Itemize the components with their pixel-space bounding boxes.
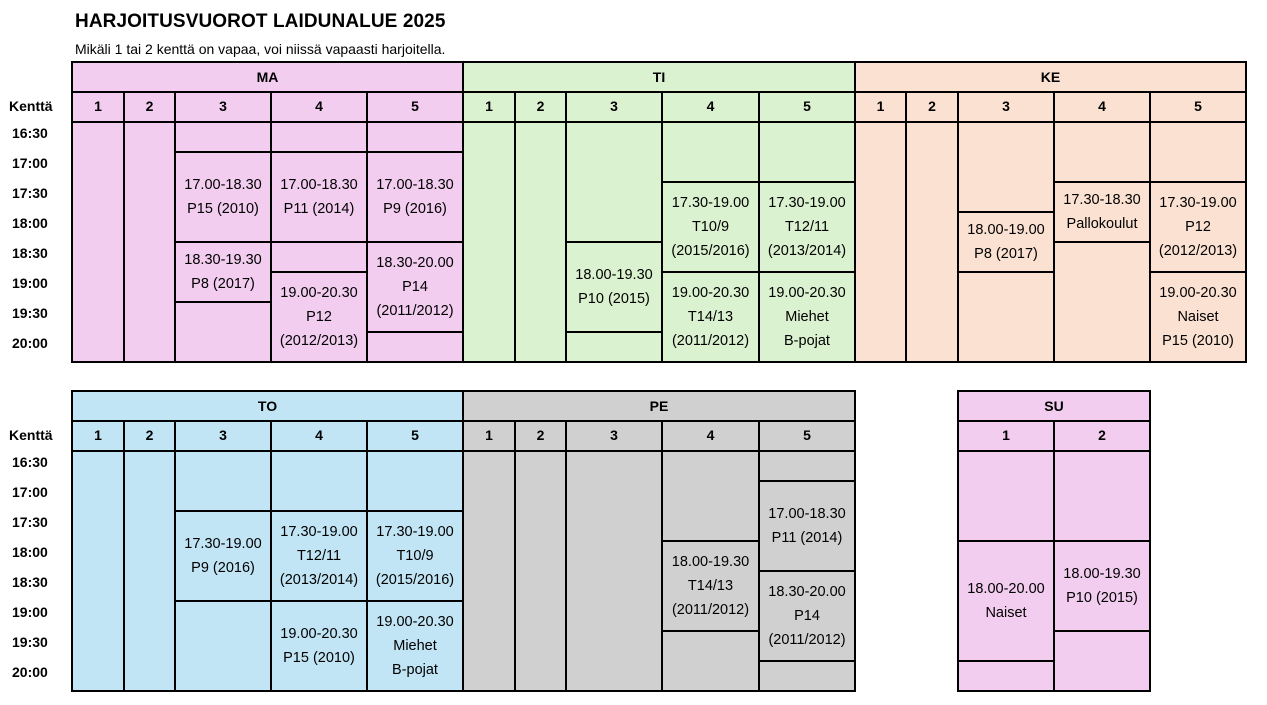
slot-text-line: P14	[402, 279, 428, 295]
time-label: 17:30	[12, 514, 48, 530]
field-header: 1	[71, 91, 125, 123]
time-label: 18:30	[12, 574, 48, 590]
slot-text-line: 19.00-20.30	[280, 626, 358, 642]
training-slot[interactable]	[272, 151, 366, 243]
field-header: 4	[661, 91, 760, 123]
slot-text-line: T14/13	[687, 578, 734, 594]
slot-text-line: Pallokoulut	[1066, 216, 1138, 232]
field-header: 1	[854, 91, 907, 123]
slot-text-line: P10 (2015)	[1066, 590, 1138, 606]
slot-text-line: P14	[794, 608, 820, 624]
field-header: 3	[565, 91, 663, 123]
slot-text-line: T12/11	[784, 219, 830, 235]
slot-text-line: (2011/2012)	[671, 333, 750, 349]
slot-text-line: (2015/2016)	[375, 572, 455, 588]
grid-column-line	[514, 450, 516, 692]
slot-text-line: P12	[306, 309, 332, 325]
slot-text-line: T12/11	[296, 548, 342, 564]
slot-text-line: 19.00-20.30	[280, 285, 358, 301]
grid-column-line	[514, 121, 516, 363]
slot-text-line: P12	[1185, 219, 1211, 235]
slot-text-line: Miehet	[785, 309, 829, 325]
grid-column-line	[462, 121, 464, 363]
slot-text-line: 17.00-18.30	[376, 177, 454, 193]
training-slot[interactable]	[272, 271, 366, 363]
slot-text-line: 19.00-20.30	[1159, 285, 1237, 301]
training-slot[interactable]	[663, 271, 758, 363]
field-header: 3	[957, 91, 1055, 123]
training-slot[interactable]	[760, 271, 854, 363]
grid-column-line	[71, 121, 73, 363]
field-header: 4	[270, 91, 368, 123]
field-header: 3	[174, 91, 272, 123]
time-label: 20:00	[12, 335, 48, 351]
slot-text-line: P11 (2014)	[771, 530, 843, 546]
field-header: 3	[174, 420, 272, 452]
day-header-pe: PE	[462, 390, 856, 422]
slot-text-line: (2012/2013)	[279, 333, 359, 349]
training-slot[interactable]	[272, 600, 366, 692]
training-slot[interactable]	[663, 540, 758, 632]
slot-text-line: P8 (2017)	[191, 276, 255, 292]
grid-bottom-line	[957, 690, 1151, 692]
slot-text-line: 18.00-19.30	[1063, 566, 1141, 582]
time-label: 20:00	[12, 664, 48, 680]
field-header: 1	[957, 420, 1055, 452]
slot-text-line: 18.30-19.30	[184, 252, 262, 268]
training-slot[interactable]	[368, 510, 462, 602]
training-slot[interactable]	[1151, 181, 1245, 273]
field-header: 2	[514, 420, 567, 452]
field-header: 5	[1149, 91, 1247, 123]
slot-text-line: T10/9	[691, 219, 730, 235]
slot-text-line: (2011/2012)	[671, 602, 750, 618]
time-label: 16:30	[12, 454, 48, 470]
training-slot[interactable]	[176, 241, 270, 303]
slot-text-line: 17.30-19.00	[1159, 195, 1237, 211]
day-header-ke: KE	[854, 61, 1247, 93]
page-title: HARJOITUSVUOROT LAIDUNALUE 2025	[75, 11, 446, 32]
slot-text-line: 17.30-19.00	[184, 536, 262, 552]
day-header-su: SU	[957, 390, 1151, 422]
grid-column-line	[854, 450, 856, 692]
training-slot[interactable]	[176, 510, 270, 602]
time-label: 19:00	[12, 275, 48, 291]
grid-bottom-line	[462, 690, 856, 692]
grid-column-line	[123, 450, 125, 692]
slot-text-line: 17.30-19.00	[376, 524, 454, 540]
field-header: 3	[565, 420, 663, 452]
time-label: 19:00	[12, 604, 48, 620]
slot-text-line: Miehet	[393, 638, 437, 654]
slot-text-line: 18.00-19.30	[575, 267, 653, 283]
training-slot[interactable]	[567, 241, 661, 333]
grid-column-line	[905, 121, 907, 363]
field-header: 2	[905, 91, 959, 123]
training-slot[interactable]	[760, 480, 854, 572]
field-header: 2	[123, 420, 176, 452]
slot-text-line: (2011/2012)	[376, 303, 454, 319]
time-label: 17:30	[12, 185, 48, 201]
field-label: Kenttä	[9, 98, 53, 114]
grid-column-line	[123, 121, 125, 363]
slot-text-line: 19.00-20.30	[671, 285, 750, 301]
grid-bottom-line	[71, 361, 464, 363]
slot-text-line: 17.00-18.30	[184, 177, 262, 193]
field-header: 5	[758, 91, 856, 123]
field-header: 2	[1053, 420, 1151, 452]
training-slot[interactable]	[663, 181, 758, 273]
slot-text-line: P10 (2015)	[578, 291, 650, 307]
slot-text-line: 17.30-19.00	[280, 524, 358, 540]
field-header: 5	[758, 420, 856, 452]
training-slot[interactable]	[368, 241, 462, 333]
training-slot[interactable]	[1055, 181, 1149, 243]
slot-text-line: T14/13	[687, 309, 734, 325]
slot-text-line: P8 (2017)	[974, 246, 1038, 262]
slot-text-line: 17.30-19.00	[671, 195, 750, 211]
field-header: 5	[366, 91, 464, 123]
training-slot[interactable]	[959, 540, 1053, 662]
time-label: 19:30	[12, 634, 48, 650]
slot-text-line: (2015/2016)	[671, 243, 750, 259]
field-header: 2	[514, 91, 567, 123]
slot-text-line: 17.00-18.30	[280, 177, 358, 193]
time-label: 18:30	[12, 245, 48, 261]
time-label: 17:00	[12, 155, 48, 171]
grid-column-line	[462, 450, 464, 692]
slot-text-line: P15 (2010)	[283, 650, 355, 666]
slot-text-line: 17.00-18.30	[768, 506, 846, 522]
field-header: 4	[270, 420, 368, 452]
training-slot[interactable]	[959, 211, 1053, 273]
field-header: 1	[462, 420, 516, 452]
training-slot[interactable]	[272, 510, 366, 602]
slot-text-line: P15 (2010)	[1162, 333, 1234, 349]
training-slot[interactable]	[760, 570, 854, 662]
slot-text-line: B-pojat	[392, 662, 438, 678]
slot-text-line: P9 (2016)	[383, 201, 447, 217]
slot-text-line: 18.30-20.00	[768, 584, 846, 600]
training-slot[interactable]	[1055, 540, 1149, 632]
field-header: 1	[71, 420, 125, 452]
day-header-ti: TI	[462, 61, 856, 93]
slot-text-line: 18.00-19.00	[967, 222, 1045, 238]
training-slot[interactable]	[1151, 271, 1245, 363]
slot-text-line: (2012/2013)	[1158, 243, 1238, 259]
slot-text-line: T10/9	[396, 548, 434, 564]
grid-column-line	[1149, 450, 1151, 692]
day-header-to: TO	[71, 390, 464, 422]
time-label: 17:00	[12, 484, 48, 500]
slot-text-line: (2013/2014)	[767, 243, 847, 259]
slot-text-line: 17.30-19.00	[768, 195, 846, 211]
field-header: 2	[123, 91, 176, 123]
time-label: 19:30	[12, 305, 48, 321]
training-slot[interactable]	[760, 181, 854, 273]
day-header-ma: MA	[71, 61, 464, 93]
slot-text-line: 19.00-20.30	[376, 614, 454, 630]
training-slot[interactable]	[176, 151, 270, 243]
grid-column-line	[1245, 121, 1247, 363]
field-header: 4	[1053, 91, 1151, 123]
slot-text-line: P9 (2016)	[191, 560, 255, 576]
time-label: 16:30	[12, 125, 48, 141]
slot-text-line: 18.00-20.00	[967, 581, 1045, 597]
training-slot[interactable]	[368, 151, 462, 243]
slot-text-line: B-pojat	[784, 333, 830, 349]
slot-text-line: (2013/2014)	[279, 572, 359, 588]
slot-text-line: P11 (2014)	[283, 201, 355, 217]
slot-text-line: 19.00-20.30	[768, 285, 846, 301]
time-label: 18:00	[12, 215, 48, 231]
slot-text-line: P15 (2010)	[187, 201, 259, 217]
field-header: 5	[366, 420, 464, 452]
slot-text-line: (2011/2012)	[768, 632, 846, 648]
grid-column-line	[71, 450, 73, 692]
grid-column-line	[854, 121, 856, 363]
grid-column-line	[565, 450, 567, 692]
slot-text-line: 17.30-18.30	[1063, 192, 1141, 208]
slot-text-line: Naiset	[1177, 309, 1219, 325]
slot-text-line: 18.30-20.00	[376, 255, 454, 271]
page-subtitle: Mikäli 1 tai 2 kenttä on vapaa, voi niissä vapaasti harjoitella.	[75, 41, 446, 57]
field-header: 1	[462, 91, 516, 123]
slot-text-line: Naiset	[985, 605, 1027, 621]
training-slot[interactable]	[368, 600, 462, 692]
time-label: 18:00	[12, 544, 48, 560]
field-header: 4	[661, 420, 760, 452]
field-label: Kenttä	[9, 427, 53, 443]
slot-text-line: 18.00-19.30	[671, 554, 750, 570]
